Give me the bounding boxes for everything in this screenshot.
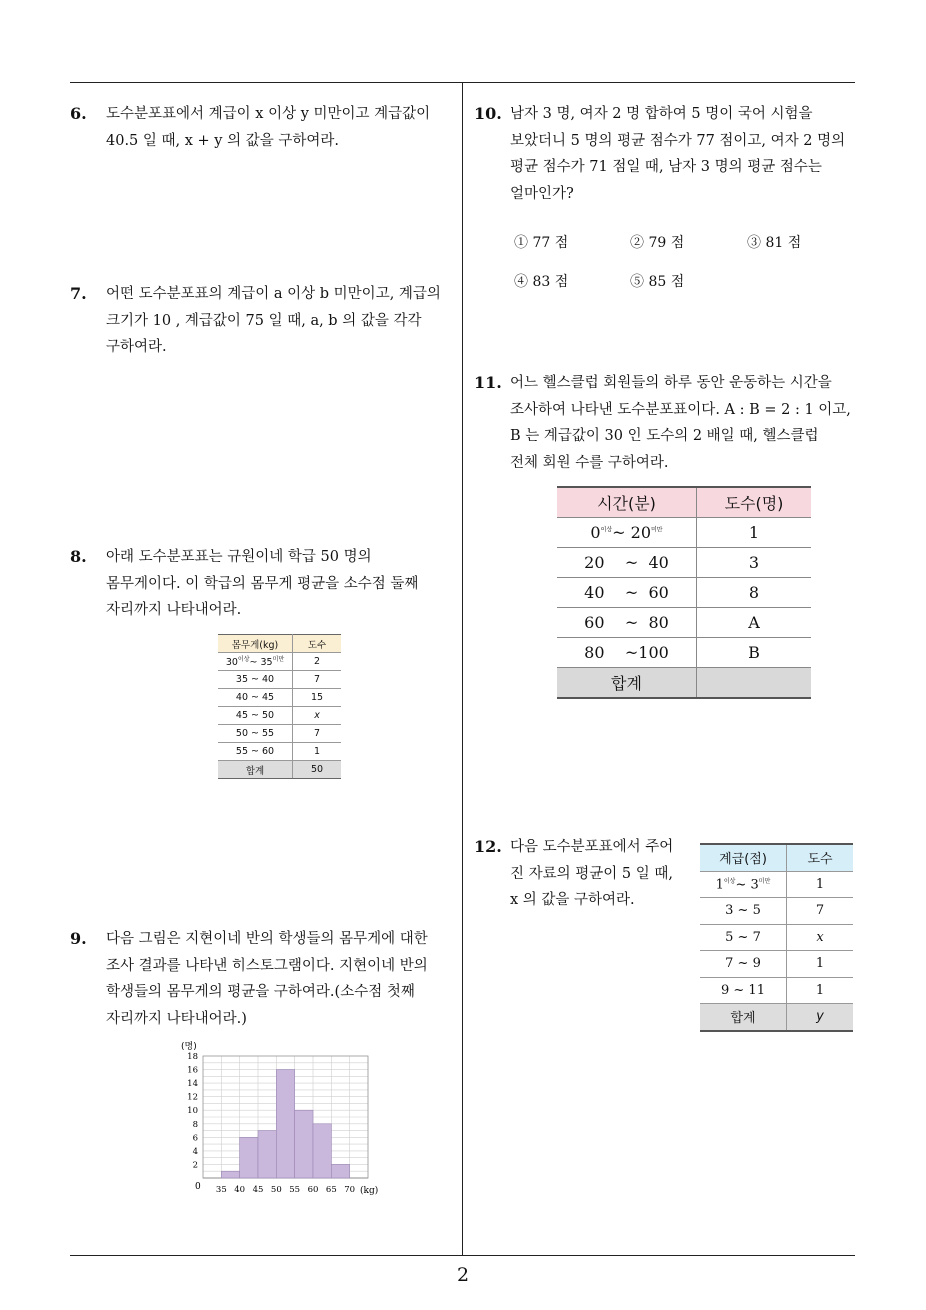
question-text-line: 어떤 도수분포표의 계급이 a 이상 b 미만이고, 계급의: [106, 286, 441, 302]
page-number: 2: [456, 1264, 470, 1286]
y-tick-label: 8: [192, 1119, 198, 1130]
histogram-bar: [313, 1124, 331, 1178]
option-3[interactable]: ③ 81 점: [747, 235, 802, 251]
table-row: $30^{이상}\sim$ $35^{미만}$ 2: [218, 653, 341, 671]
table-row: 55 ~ 60 1: [218, 743, 341, 761]
question-8: [70, 544, 418, 624]
histogram-chart: [175, 1038, 390, 1200]
y-tick-label: 18: [187, 1052, 198, 1062]
y-tick-label: 16: [187, 1065, 198, 1076]
table-total-row: 합계: [557, 668, 811, 699]
question-text-line: 도수분포표에서 계급이 x 이상 y 미만이고 계급값이: [106, 106, 431, 122]
question-number: 9.: [70, 929, 87, 948]
histogram-bar: [240, 1137, 258, 1178]
question-6: [70, 101, 430, 154]
table-header: 도수(명): [697, 487, 812, 518]
frequency-table-q8: [218, 634, 341, 779]
table-header: 몸무게(kg): [218, 635, 293, 653]
x-axis-label: (kg): [360, 1186, 379, 1196]
question-text-line: 다음 도수분포표에서 주어: [510, 839, 674, 855]
question-number: 6.: [70, 104, 87, 123]
histogram-bar: [276, 1070, 294, 1178]
x-tick-label: 45: [252, 1185, 264, 1195]
y-tick-label: 2: [192, 1160, 198, 1171]
table-row: 40 ~ 45 15: [218, 689, 341, 707]
table-header: 도수: [787, 844, 854, 871]
option-4[interactable]: ④ 83 점: [514, 274, 569, 290]
question-text-line: 40.5 일 때, x + y 의 값을 구하여라.: [106, 132, 339, 149]
table-row: 7 ~ 9 1: [700, 951, 853, 978]
question-text-line: 구하여라.: [106, 339, 167, 355]
frequency-table-q12: [700, 843, 853, 1032]
y-tick-label: 4: [192, 1146, 198, 1157]
table-header: 시간(분): [557, 487, 697, 518]
table-total-row: 합계 50: [218, 761, 341, 779]
option-2[interactable]: ② 79 점: [630, 235, 685, 251]
option-1[interactable]: ① 77 점: [514, 235, 569, 251]
table-row: 5 ~ 7 x: [700, 924, 853, 951]
question-text-line: 다음 그림은 지현이네 반의 학생들의 몸무게에 대한: [106, 931, 428, 947]
y-tick-label: 14: [187, 1079, 198, 1090]
histogram-bar: [258, 1131, 276, 1178]
question-7: [70, 281, 441, 361]
table-row: 20 ~ 40 3: [557, 548, 811, 578]
y-tick-label: 12: [187, 1092, 198, 1103]
table-row: 60 ~ 80 A: [557, 608, 811, 638]
table-row: 80 ~100 B: [557, 638, 811, 668]
x-tick-label: 65: [325, 1185, 337, 1195]
question-number: 8.: [70, 547, 87, 566]
y-tick-label: 6: [192, 1133, 198, 1144]
question-number: 11.: [474, 373, 502, 392]
x-tick-label: 35: [215, 1185, 227, 1195]
histogram-bar: [221, 1171, 239, 1178]
question-text-line: 보았더니 5 명의 평균 점수가 77 점이고, 여자 2 명의: [510, 132, 846, 149]
question-10: [474, 101, 845, 207]
question-text-line: 크기가 10 , 계급값이 75 일 때, a, b 의 값을 각각: [106, 312, 422, 329]
question-text-line: B 는 계급값이 30 인 도수의 2 배일 때, 헬스클럽: [510, 428, 819, 444]
table-row: 9 ~ 11 1: [700, 977, 853, 1004]
table-total-row: 합계 y: [700, 1004, 853, 1031]
table-row: 35 ~ 40 7: [218, 671, 341, 689]
question-9: [70, 926, 428, 1032]
question-text-line: 남자 3 명, 여자 2 명 합하여 5 명이 국어 시험을: [510, 106, 813, 122]
table-row: 50 ~ 55 7: [218, 725, 341, 743]
table-row: 3 ~ 5 7: [700, 898, 853, 925]
histogram-bar: [295, 1110, 313, 1178]
question-11: [474, 370, 851, 476]
frequency-table-q11: [557, 486, 811, 699]
table-row: $0^{이상}\sim$ $20^{미만}$ 1: [557, 518, 811, 548]
table-header: 계급(점): [700, 844, 787, 871]
table-header: 도수: [293, 635, 342, 653]
question-text-line: 몸무게이다. 이 학급의 몸무게 평균을 소수점 둘째: [106, 575, 419, 592]
question-text-line: 평균 점수가 71 점일 때, 남자 3 명의 평균 점수는: [510, 159, 822, 175]
y-tick-label: 10: [187, 1106, 198, 1117]
question-number: 12.: [474, 837, 502, 856]
y-axis-label: (명): [181, 1042, 197, 1052]
question-text-line: 조사하여 나타낸 도수분포표이다. A : B = 2 : 1 이고,: [510, 401, 851, 418]
question-text-line: 얼마인가?: [510, 185, 574, 202]
x-tick-label: 50: [270, 1185, 282, 1195]
question-text-line: 진 자료의 평균이 5 일 때,: [510, 865, 673, 882]
x-tick-label: 40: [234, 1185, 246, 1195]
histogram-bar: [331, 1164, 349, 1178]
question-text-line: 자리까지 나타내어라.): [106, 1010, 247, 1027]
question-text-line: 전체 회원 수를 구하여라.: [510, 454, 669, 471]
question-number: 10.: [474, 104, 502, 123]
question-number: 7.: [70, 284, 87, 303]
table-row: $1^{이상}\sim$ $3^{미만}$ 1: [700, 871, 853, 898]
question-text-line: 아래 도수분포표는 규원이네 학급 50 명의: [106, 549, 372, 565]
x-tick-label: 55: [289, 1185, 301, 1195]
x-tick-label: 70: [344, 1185, 356, 1195]
question-text-line: x 의 값을 구하여라.: [510, 892, 635, 908]
question-text-line: 학생들의 몸무게의 평균을 구하여라.(소수점 첫째: [106, 984, 415, 1000]
question-text-line: 조사 결과를 나타낸 히스토그램이다. 지현이네 반의: [106, 957, 428, 974]
column-divider: [462, 82, 463, 1256]
x-tick-label: 60: [307, 1185, 319, 1195]
question-text-line: 어느 헬스클럽 회원들의 하루 동안 운동하는 시간을: [510, 375, 832, 391]
table-row: 40 ~ 60 8: [557, 578, 811, 608]
table-row: 45 ~ 50 x: [218, 707, 341, 725]
option-5[interactable]: ⑤ 85 점: [630, 274, 685, 290]
question-text-line: 자리까지 나타내어라.: [106, 602, 242, 618]
question-12: [474, 834, 673, 914]
origin-label: 0: [195, 1182, 201, 1192]
